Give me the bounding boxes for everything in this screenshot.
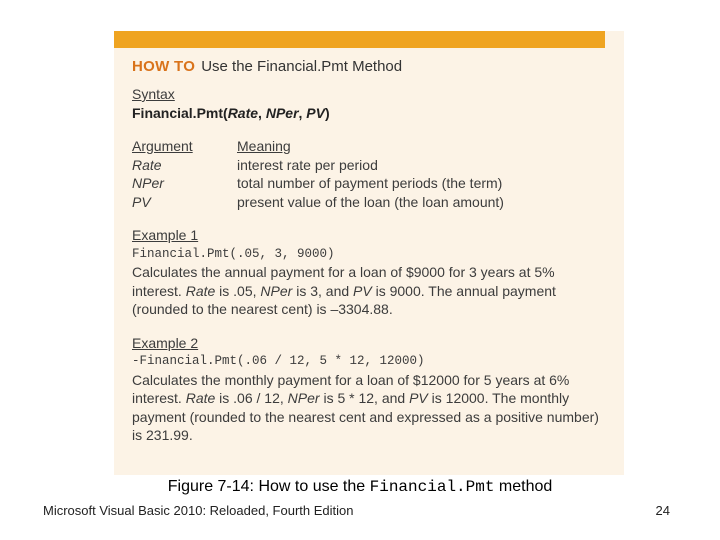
- syntax-close: ): [324, 104, 330, 121]
- howto-panel: [114, 31, 624, 475]
- footer-text: Microsoft Visual Basic 2010: Reloaded, Fourth Edition: [43, 503, 354, 518]
- syntax-line: [132, 104, 614, 123]
- meaning-col-header: Meaning: [237, 138, 291, 154]
- syntax-arg-pv: PV: [306, 104, 325, 121]
- text-span: is 3, and: [292, 282, 354, 299]
- table-row: [132, 193, 504, 212]
- table-row: [132, 174, 504, 193]
- argument-meaning: total number of payment periods (the term): [237, 175, 503, 191]
- page-number: 24: [655, 503, 670, 518]
- text-span: Rate: [185, 390, 216, 406]
- example2-line4: is 231.99.: [132, 427, 193, 443]
- text-span: PV: [409, 390, 428, 406]
- example2-line1: Calculates the monthly payment for a loan of $12000 for 5 years at 6%: [132, 371, 570, 388]
- text-span: PV: [353, 282, 372, 299]
- table-row: [132, 156, 504, 175]
- syntax-func: Financial.Pmt(: [132, 104, 228, 121]
- syntax-sep1: ,: [258, 104, 266, 121]
- text-span: interest.: [132, 390, 186, 406]
- argument-col-header: Argument: [132, 138, 193, 154]
- example1-line2: [132, 282, 614, 301]
- text-span: is 5 * 12, and: [319, 390, 410, 406]
- caption-code: Financial.Pmt: [369, 478, 495, 496]
- text-span: is .06 / 12,: [215, 390, 288, 406]
- argument-name: NPer: [132, 175, 164, 191]
- howto-title: Use the Financial.Pmt Method: [201, 58, 403, 75]
- caption-prefix: Figure 7-14: How to use the: [167, 478, 370, 495]
- text-span: interest.: [132, 282, 186, 299]
- syntax-heading: Syntax: [132, 86, 175, 102]
- arguments-table: [132, 137, 504, 211]
- syntax-sep2: ,: [298, 104, 307, 121]
- howto-heading: [132, 57, 614, 77]
- accent-bar: [114, 31, 605, 48]
- example2-line3: payment (rounded to the nearest cent and expressed as a positive number): [132, 408, 599, 425]
- syntax-arg-rate: Rate: [227, 104, 259, 121]
- argument-meaning: present value of the loan (the loan amount): [237, 193, 504, 210]
- example1-heading: Example 1: [132, 227, 199, 243]
- argument-name: Rate: [132, 156, 162, 173]
- text-span: is .05,: [215, 282, 261, 299]
- example1-line3: (rounded to the nearest cent) is –3304.88.: [132, 301, 393, 317]
- arguments-header-row: [132, 137, 504, 156]
- figure-caption: [0, 478, 720, 496]
- syntax-arg-nper: NPer: [265, 104, 299, 121]
- text-span: NPer: [260, 282, 293, 299]
- howto-content: [132, 57, 614, 445]
- argument-name: PV: [132, 193, 151, 210]
- example2-line2: [132, 389, 614, 408]
- text-span: is 12000. The monthly: [427, 390, 570, 406]
- text-span: is 9000. The annual payment: [371, 282, 556, 299]
- text-span: NPer: [287, 390, 320, 406]
- howto-tag: HOW TO: [132, 58, 196, 75]
- argument-meaning: interest rate per period: [237, 156, 378, 173]
- text-span: Rate: [185, 282, 216, 299]
- example2-heading: Example 2: [132, 334, 199, 351]
- example1-code: Financial.Pmt(.05, 3, 9000): [132, 246, 335, 261]
- example1-line1: Calculates the annual payment for a loan of $9000 for 3 years at 5%: [132, 264, 555, 280]
- caption-suffix: method: [494, 478, 553, 495]
- example2-code: -Financial.Pmt(.06 / 12, 5 * 12, 12000): [132, 354, 425, 368]
